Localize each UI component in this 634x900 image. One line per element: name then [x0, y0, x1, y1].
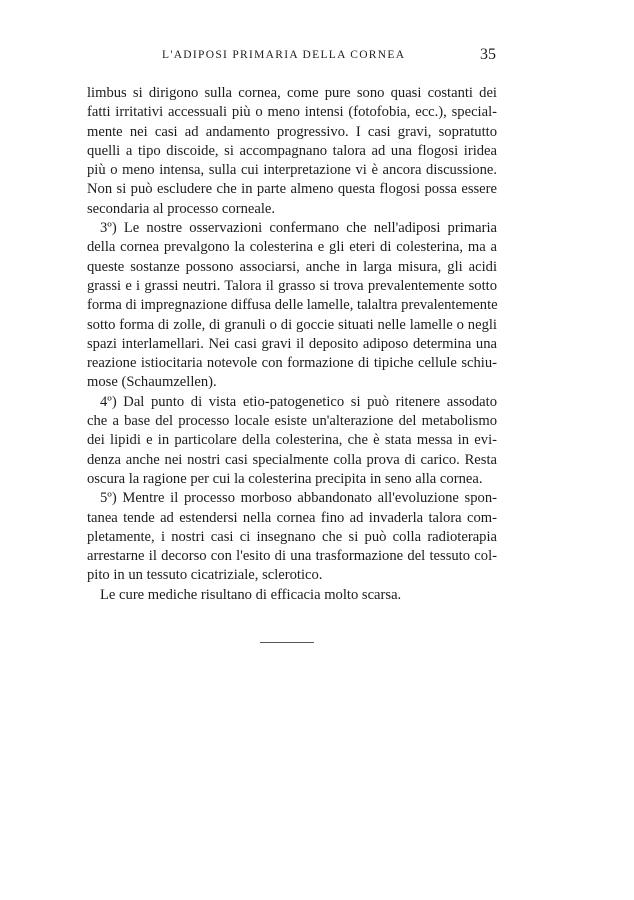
text-line: spazi interlamellari. Nei casi gravi il deposito adiposo determina una — [87, 335, 497, 352]
text-line: grassi e i grassi neutri. Talora il grasso si trova prevalentemente sotto — [87, 277, 497, 294]
text-line: limbus si dirigono sulla cornea, come pure sono quasi costanti dei — [87, 85, 497, 101]
text-line: quelli a tipo discoide, si accompagnano talora ad una flogosi iridea — [87, 142, 497, 159]
page-number: 35 — [480, 46, 496, 63]
text-line: fatti irritativi accessuali più o meno intensi (fotofobia, ecc.), special- — [87, 104, 497, 121]
text-line: sotto forma di zolle, di granuli o di goccie situati nelle lamelle o negli — [87, 316, 497, 333]
text-line: arrestarne il decorso con l'esito di una trasformazione del tessuto col- — [87, 548, 497, 565]
running-header — [0, 46, 634, 66]
paragraph-3-first-line: 3º) Le nostre osservazioni confermano che nell'adiposi primaria — [100, 220, 497, 237]
text-line: tanea tende ad estendersi nella cornea fino ad invaderla talora com- — [87, 509, 497, 526]
text-line: pito in un tessuto cicatriziale, sclerotico. — [87, 567, 323, 584]
text-line: denza anche nei nostri casi specialmente colla prova di carico. Resta — [87, 451, 497, 468]
text-line: pletamente, i nostri casi ci insegnano che si può colla radioterapia — [87, 528, 497, 545]
text-line: Le cure mediche risultano di efficacia molto scarsa. — [100, 586, 402, 603]
text-line: della cornea prevalgono la colesterina e gli eteri di colesterina, ma a — [87, 239, 497, 256]
text-line: reazione istiocitaria notevole con formazione di tipiche cellule schiu- — [87, 355, 497, 372]
text-line: secondaria al processo corneale. — [87, 200, 276, 217]
text-line: dei lipidi e in particolare della colesterina, che è stata messa in evi- — [87, 432, 497, 449]
text-line: mente nei casi ad andamento progressivo. I casi gravi, sopratutto — [87, 123, 497, 140]
text-line: più o meno intensa, sulla cui interpretazione vi è ancora discussione. — [87, 162, 497, 179]
text-line: 4º) Dal punto di vista etio-patogenetico si può ritenere assodato — [100, 393, 497, 410]
text-line: forma di impregnazione diffusa delle lamelle, talaltra prevalentemente — [87, 297, 498, 314]
body-text — [87, 84, 497, 605]
text-line: queste sostanze possono associarsi, anche in larga misura, gli acidi — [87, 258, 497, 275]
text-line: 5º) Mentre il processo morboso abbandonato all'evoluzione spon- — [100, 490, 497, 507]
running-title: L'ADIPOSI PRIMARIA DELLA CORNEA — [162, 49, 406, 61]
text-line: Non si può escludere che in parte almeno questa flogosi possa essere — [87, 181, 497, 198]
text-line: mose (Schaumzellen). — [87, 374, 217, 391]
text-line: oscura la ragione per cui la colesterina precipita in seno alla cornea. — [87, 470, 483, 487]
closing-rule — [260, 642, 314, 643]
text-line — [87, 219, 497, 238]
text-line: che a base del processo locale esiste un'alterazione del metabolismo — [87, 413, 497, 430]
